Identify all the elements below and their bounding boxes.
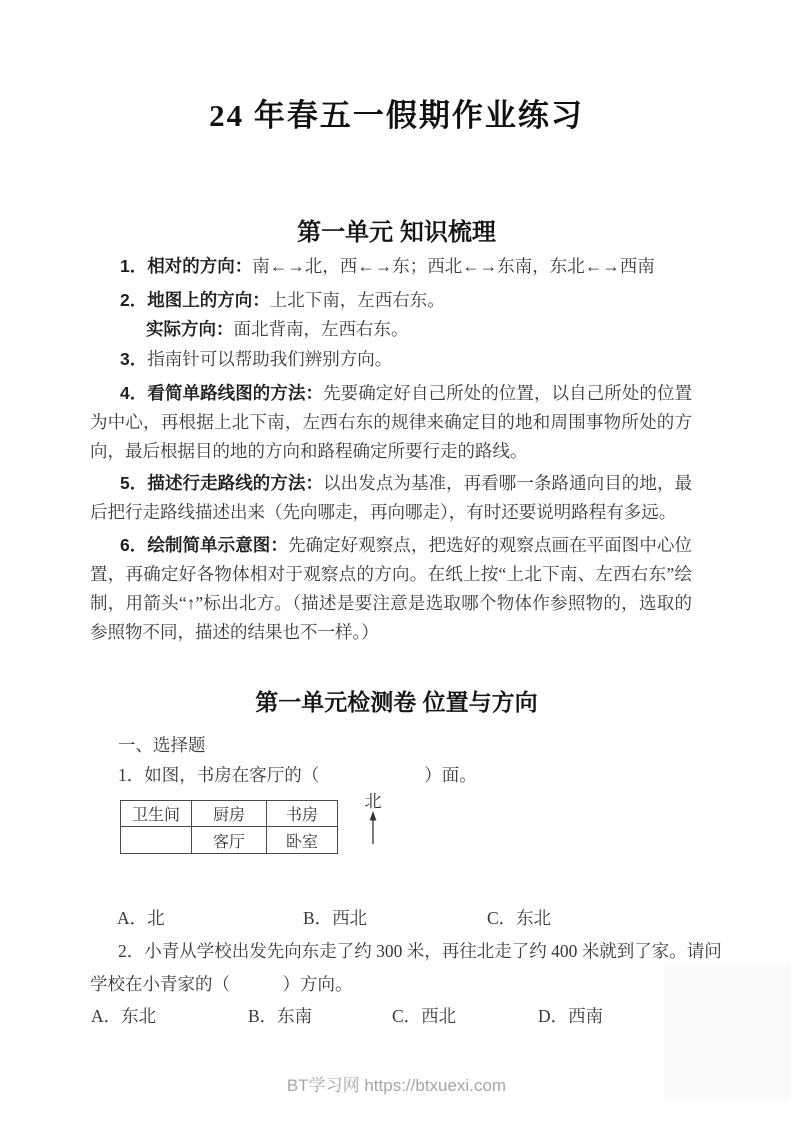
- knowledge-item-2-text: 上北下南，左西右东。: [269, 290, 445, 310]
- question-2-options: [90, 1001, 692, 1031]
- exam-section: [90, 730, 722, 1031]
- site-watermark: BT学习网 https://btxuexi.com: [286, 1076, 507, 1095]
- q1-option-a: A．北: [117, 908, 165, 928]
- knowledge-item-1-label: 1．相对的方向：: [120, 256, 253, 276]
- knowledge-item-2-sub-text: 面北背南，左西右东。: [233, 319, 409, 339]
- exam-section-heading: 第一单元检测卷 位置与方向: [255, 689, 538, 715]
- knowledge-item-2: [90, 286, 692, 315]
- document-title: 24 年春五一假期作业练习: [209, 98, 584, 133]
- knowledge-item-5: [90, 469, 692, 527]
- cell-study: 书房: [267, 801, 338, 827]
- knowledge-item-3: [90, 345, 692, 374]
- q1-option-b: B．西北: [303, 908, 368, 928]
- q1-option-c: C．东北: [487, 908, 552, 928]
- knowledge-item-5-label: 5．描述行走路线的方法：: [120, 473, 324, 493]
- knowledge-item-4-text: 先要确定好自己所处的位置，以自己所处的位置为中心，再根据上北下南，左西右东的规律来确定目的地和周围事物所处的方向，最后根据目的地的方向和路程确定所要行走的路线。: [90, 383, 693, 461]
- knowledge-item-3-text: 指南针可以帮助我们辨别方向。: [147, 349, 393, 369]
- knowledge-item-1: [90, 252, 692, 281]
- house-layout-table: [120, 800, 338, 854]
- knowledge-item-1-text: 南←→北，西←→东；西北←→东南，东北←→西南: [252, 256, 655, 276]
- knowledge-item-2-sub-label: 实际方向：: [146, 319, 234, 339]
- knowledge-item-6: [90, 531, 692, 647]
- q2-option-a: A．东北: [91, 1006, 157, 1026]
- q2-option-c: C．西北: [392, 1006, 457, 1026]
- north-label: 北: [364, 792, 382, 811]
- cell-bathroom: 卫生间: [121, 801, 192, 827]
- north-arrow-icon: [367, 811, 379, 845]
- knowledge-item-4-label: 4．看简单路线图的方法：: [120, 383, 324, 403]
- cell-bedroom: 卧室: [267, 827, 338, 854]
- knowledge-item-3-label: 3．: [120, 349, 148, 369]
- choice-section-label: 一、选择题: [118, 735, 206, 755]
- knowledge-item-6-text: 先确定好观察点，把选好的观察点画在平面图中心位置，再确定好各物体相对于观察点的方向。在纸上按“上北下南、左西右东”绘制，用箭头“↑”标出北方。（描述是要注意是选取哪个物体作参照物的，选取的参照物不同，描述的结果也不一样。）: [90, 535, 693, 642]
- question-1-options: [90, 903, 692, 933]
- cell-livingroom: 客厅: [192, 827, 267, 854]
- knowledge-item-2-label: 2．地图上的方向：: [120, 290, 270, 310]
- empty-cell: [121, 827, 192, 854]
- q2-option-b: B．东南: [248, 1006, 313, 1026]
- question-2-text-line2: 学校在小青家的（ ）方向。: [90, 974, 353, 994]
- knowledge-item-5-text: 以出发点为基准，再看哪一条路通向目的地，最后把行走路线描述出来（先向哪走，再向哪走），有时还要说明路程有多远。: [90, 473, 693, 522]
- knowledge-item-6-label: 6．绘制简单示意图：: [120, 535, 288, 555]
- knowledge-section-heading: 第一单元 知识梳理: [297, 219, 496, 246]
- question-1-diagram: [90, 792, 692, 855]
- knowledge-item-2-sub: [90, 315, 692, 344]
- knowledge-item-4: [90, 379, 692, 466]
- north-compass: [356, 792, 390, 850]
- cell-kitchen: 厨房: [192, 801, 267, 827]
- q2-option-d: D．西南: [538, 1006, 604, 1026]
- knowledge-list: [90, 252, 692, 647]
- question-2-text-line1: 2．小青从学校出发先向东走了约 300 米，再往北走了约 400 米就到了家。请问: [118, 941, 722, 961]
- question-1-text: 1．如图，书房在客厅的（ ）面。: [118, 765, 477, 785]
